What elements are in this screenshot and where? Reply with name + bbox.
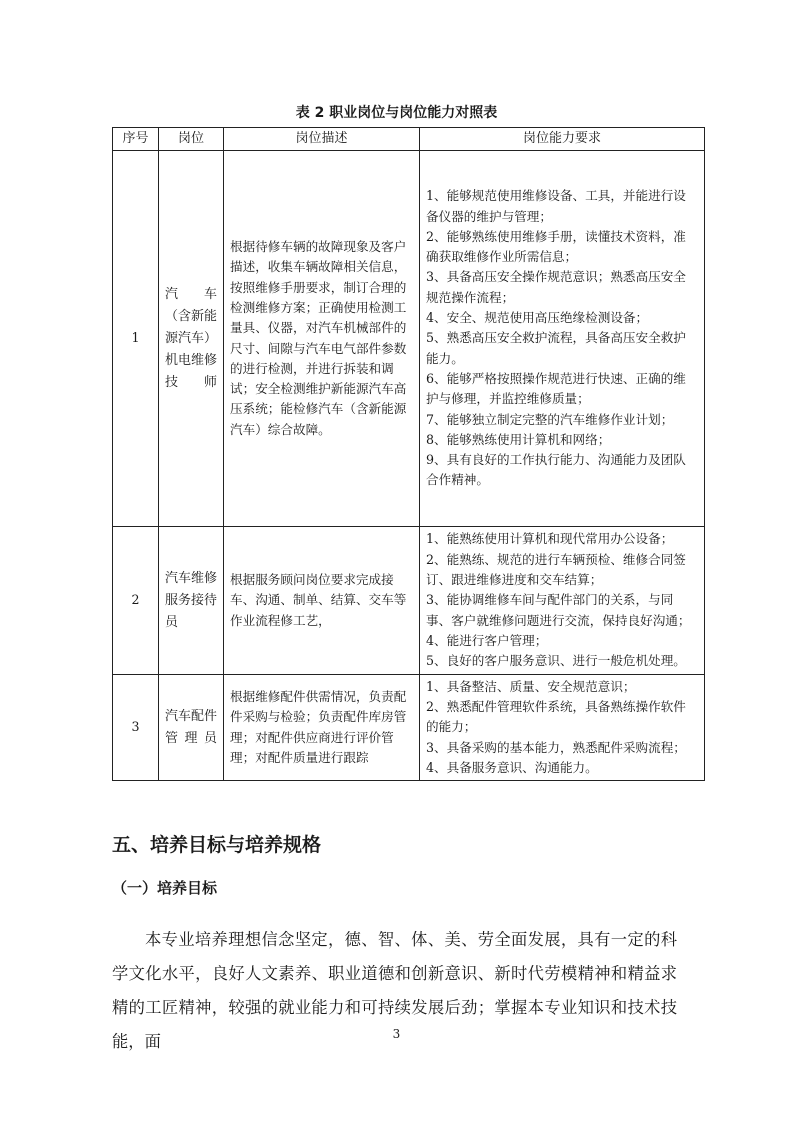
requirement-item: 6、能够严格按照操作规范进行快速、正确的维护与修理，并监控维修质量； — [426, 370, 686, 407]
row-no: 2 — [113, 527, 159, 675]
row-description: 根据待修车辆的故障现象及客户描述，收集车辆故障相关信息，按照维修手册要求，制订合理的检测维修方案；正确使用检测工量具、仪器，对汽车机械部件的尺寸、间隙与汽车电气部件参数的进行检测，并进行拆装和调试；安全检测维护新能源汽车高压系统；能检修汽车（含新能源汽车）综合故障。 — [224, 151, 420, 527]
header-requirements: 岗位能力要求 — [420, 128, 705, 151]
requirement-item: 5、熟悉高压安全救护流程，具备高压安全救护能力。 — [426, 330, 686, 366]
row-post: 汽车配件管理员 — [165, 708, 218, 746]
requirement-item: 3、能协调维修车间与配件部门的关系，与同事、客户就维修问题进行交流，保持良好沟通； — [426, 592, 691, 628]
header-description: 岗位描述 — [224, 128, 420, 151]
page-number: 3 — [392, 1027, 401, 1041]
header-post: 岗位 — [159, 128, 224, 151]
table-caption: 表 2 职业岗位与岗位能力对照表 — [295, 105, 498, 121]
table-row — [113, 151, 705, 527]
requirement-item: 3、具备高压安全操作规范意识；熟悉高压安全规范操作流程； — [426, 269, 686, 305]
row-requirements — [420, 527, 705, 675]
row-post: 汽车维修服务接待员 — [165, 570, 218, 630]
requirement-item: 2、熟悉配件管理软件系统，具备熟练操作软件的能力； — [426, 699, 686, 735]
requirement-item: 1、能熟练使用计算机和现代常用办公设备； — [426, 531, 674, 547]
row-no: 1 — [113, 151, 159, 527]
row-requirements — [420, 151, 705, 527]
row-requirements — [420, 675, 705, 781]
requirement-item: 4、安全、规范使用高压绝缘检测设备； — [426, 310, 649, 326]
requirement-item: 4、能进行客户管理； — [426, 632, 548, 648]
requirement-item: 3、具备采购的基本能力，熟悉配件采购流程； — [426, 739, 686, 755]
requirement-item: 1、能够规范使用维修设备、工具，并能进行设备仪器的维护与管理； — [426, 188, 686, 224]
requirement-item: 7、能够独立制定完整的汽车维修作业计划； — [426, 411, 674, 427]
requirement-item: 2、能熟练、规范的进行车辆预检、维修合同签订、跟进维修进度和交车结算； — [426, 551, 686, 588]
table-row — [113, 527, 705, 675]
table-row — [113, 675, 705, 781]
requirement-item: 4、具备服务意识、沟通能力。 — [426, 759, 598, 775]
requirement-item: 9、具有良好的工作执行能力、沟通能力及团队合作精神。 — [426, 452, 686, 488]
requirement-item: 1、具备整洁、质量、安全规范意识； — [426, 678, 636, 694]
row-post: 汽 车（含新能源汽车）机电维修技师 — [165, 286, 218, 390]
row-no: 3 — [113, 675, 159, 781]
row-description: 根据维修配件供需情况，负责配件采购与检验；负责配件库房管理；对配件供应商进行评价管理；对配件质量进行跟踪 — [224, 675, 420, 781]
requirement-item: 5、良好的客户服务意识、进行一般危机处理。 — [426, 653, 686, 669]
header-no: 序号 — [113, 128, 159, 151]
requirement-item: 8、能够熟练使用计算机和网络； — [426, 431, 611, 447]
job-ability-table — [112, 127, 705, 781]
table-header-row — [113, 128, 705, 151]
requirement-item: 2、能够熟练使用维修手册，读懂技术资料，准确获取维修作业所需信息； — [426, 228, 686, 265]
subsection-heading: （一）培养目标 — [112, 879, 218, 897]
section-heading: 五、培养目标与培养规格 — [112, 834, 322, 856]
body-paragraph: 本专业培养理想信念坚定，德、智、体、美、劳全面发展，具有一定的科学文化水平，良好人文素养、职业道德和创新意识、新时代劳模精神和精益求精的工匠精神，较强的就业能力和可持续发展后劲；掌握本专业知识和技术技能，面 — [112, 930, 677, 1051]
row-description: 根据服务顾问岗位要求完成接车、沟通、制单、结算、交车等作业流程修工艺， — [224, 527, 420, 675]
